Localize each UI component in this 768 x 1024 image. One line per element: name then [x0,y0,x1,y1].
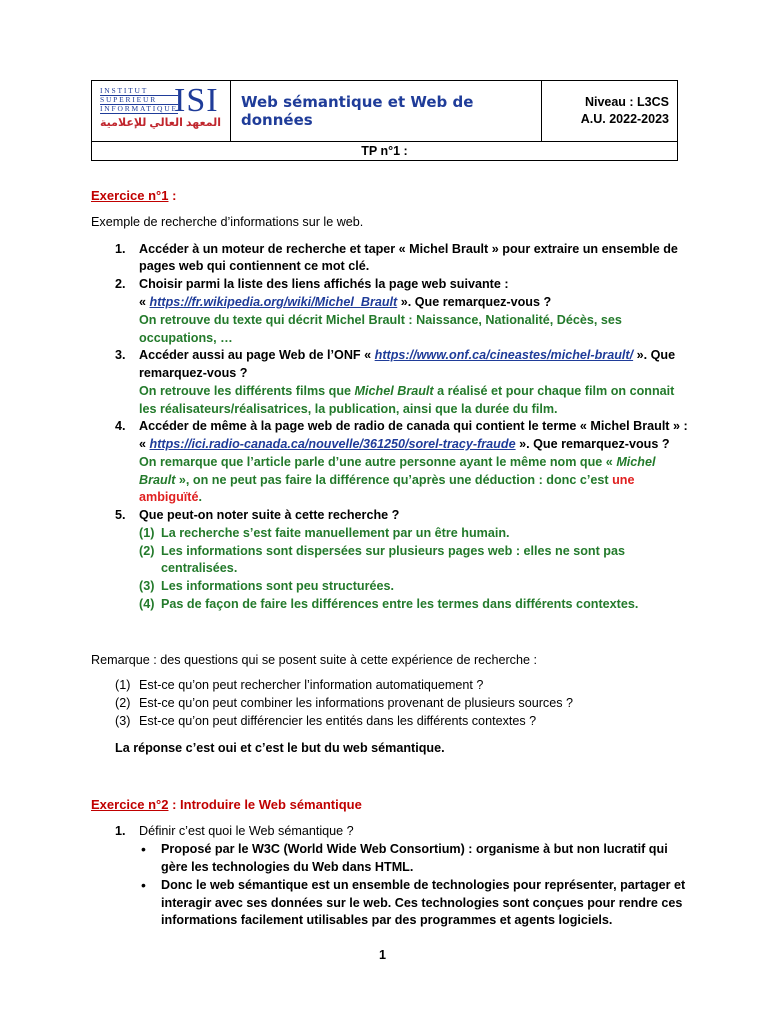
tp-title: TP n°1 : [361,144,408,158]
item-5-number: 5. [115,508,126,522]
logo-line-1: INSTITUT [100,87,178,96]
ex2-bullet-2-line-2: interagir avec ses données sur le web. Ces technologies sont conçues pour rendre ces [161,896,683,910]
item-2-answer-2: occupations, … [139,331,233,345]
remark-q2-number: (2) [115,696,131,710]
ex2-item-1-number: 1. [115,824,126,838]
sub-item-4-number: (4) [139,597,155,611]
answer-name: Brault [139,473,176,487]
exercise-2-colon: : [168,797,181,812]
logo-line-3: INFORMATIQUE [100,104,178,113]
remark-q3-text: Est-ce qu’on peut différencier les entités dans les différents contextes ? [139,714,537,728]
remark-q3-number: (3) [115,714,131,728]
sub-item-3-text: Les informations sont peu structurées. [161,579,395,593]
answer-name: Michel Brault [354,384,434,398]
exercise-2-title: Exercice n°2 [91,797,169,812]
header-table [91,80,678,161]
sub-item-1-number: (1) [139,526,155,540]
item-4-number: 4. [115,419,126,433]
exercise-1-intro: Exemple de recherche d’informations sur le web. [91,215,364,229]
ex2-item-1-text: Définir c’est quoi le Web sémantique ? [139,824,354,838]
item-3-answer-2: les réalisateurs/réalisatrices, la publication, ainsi que la durée du film. [139,402,558,416]
level-cell [542,81,677,141]
logo-arabic-text: المعهد العالي للإعلامية [100,117,222,129]
answer-part: . [198,490,202,504]
answer-part: On remarque que l’article parle d’une autre personne ayant le même nom que « [139,455,617,469]
item-4-answer-1 [139,454,656,471]
remark-q1-text: Est-ce qu’on peut rechercher l’information automatiquement ? [139,678,484,692]
item-5-line-1: Que peut-on noter suite à cette recherche ? [139,508,400,522]
isi-logo [92,81,231,141]
item-4-answer-3 [139,489,202,506]
item-4-line-2 [139,436,670,453]
item-4-question: ». Que remarquez-vous ? [515,437,670,451]
remark-answer: La réponse c’est oui et c’est le but du web sémantique. [115,741,445,755]
ambiguity-highlight: une [612,473,635,487]
page-number: 1 [379,948,387,962]
answer-part: a réalisé et pour chaque film on connait [433,384,675,398]
logo-line-2: SUPERIEUR [100,96,178,105]
ex2-bullet-1-line-2: gère les technologies du Web dans HTML. [161,860,414,874]
sub-item-4-text: Pas de façon de faire les différences entre les termes dans différents contextes. [161,597,639,611]
item-1-line-1: Accéder à un moteur de recherche et taper « Michel Brault » pour extraire un ensemble de [139,242,678,256]
quote-open: « [139,295,150,309]
logo-isi-letters: ISI [174,82,219,119]
sub-item-2-number: (2) [139,544,155,558]
answer-part: On retrouve les différents films que [139,384,355,398]
bullet-icon: • [141,841,146,857]
answer-name: Michel [616,455,656,469]
item-3-line-2: remarquez-vous ? [139,366,248,380]
exercise-1-colon: : [168,188,177,203]
item-4-line-1: Accéder de même à la page web de radio de canada qui contient le terme « Michel Brault » : [139,419,688,433]
item-3-suffix: ». Que [633,348,676,362]
item-2-question: ». Que remarquez-vous ? [397,295,552,309]
item-4-answer-2 [139,472,634,489]
item-2-line-2 [139,294,551,311]
wikipedia-link[interactable]: https://fr.wikipedia.org/wiki/Michel_Brault [149,295,398,309]
level-text: Niveau : L3CS [584,95,669,109]
item-3-answer-1 [139,383,674,400]
exercise-1-heading [91,187,176,204]
onf-link[interactable]: https://www.onf.ca/cineastes/michel-brault/ [374,348,634,362]
academic-year: A.U. 2022-2023 [580,112,669,126]
quote-open: « [139,437,150,451]
bullet-icon: • [141,877,146,893]
radio-canada-link[interactable]: https://ici.radio-canada.ca/nouvelle/361250/sorel-tracy-fraude [149,437,516,451]
remark-text: Remarque : des questions qui se posent suite à cette expérience de recherche : [91,653,537,667]
item-3-line-1 [139,347,675,364]
exercise-2-subtitle: Introduire le Web sémantique [180,797,362,812]
exercise-1-title: Exercice n°1 [91,188,169,203]
sub-item-1-text: La recherche s’est faite manuellement par un être humain. [161,526,510,540]
item-3-prefix: Accéder aussi au page Web de l’ONF « [139,348,375,362]
remark-q2-text: Est-ce qu’on peut combiner les informations provenant de plusieurs sources ? [139,696,574,710]
exercise-2-heading [91,796,362,813]
item-1-line-2: pages web qui contiennent ce mot clé. [139,259,370,273]
item-1-number: 1. [115,242,126,256]
sub-item-3-number: (3) [139,579,155,593]
item-2-line-1: Choisir parmi la liste des liens affichés la page web suivante : [139,277,509,291]
ex2-bullet-1-line-1: Proposé par le W3C (World Wide Web Consortium) : organisme à but non lucratif qui [161,842,668,856]
ex2-bullet-2-line-3: informations facilement utilisables par des programmes et agents logiciels. [161,913,613,927]
sub-item-2-text: Les informations sont dispersées sur plusieurs pages web : elles ne sont pas [161,544,626,558]
remark-q1-number: (1) [115,678,131,692]
item-2-number: 2. [115,277,126,291]
ambiguity-highlight: ambiguïté [139,490,199,504]
course-title-cell [231,81,542,141]
course-title: Web sémantique et Web de données [241,93,474,129]
ex2-bullet-2-line-1: Donc le web sémantique est un ensemble de technologies pour représenter, partager et [161,878,686,892]
header-row [92,81,677,142]
sub-item-2-text-2: centralisées. [161,561,238,575]
answer-part: », on ne peut pas faire la différence qu’après une déduction : donc c’est [175,473,613,487]
item-2-answer-1: On retrouve du texte qui décrit Michel Brault : Naissance, Nationalité, Décès, ses [139,313,622,327]
logo-text-lines [100,87,178,114]
item-3-number: 3. [115,348,126,362]
